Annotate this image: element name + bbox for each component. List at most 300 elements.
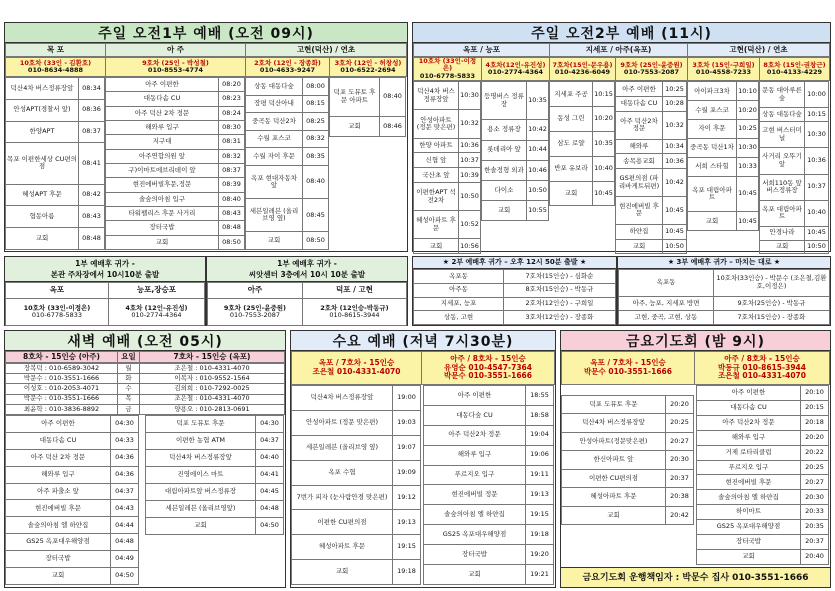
- stop-time: 10:45: [805, 226, 829, 240]
- return-after-first-box-1: [4, 256, 206, 326]
- stop-time: 08:24: [219, 106, 245, 120]
- stop-time: 10:50: [527, 180, 549, 200]
- stop-time: 08:35: [303, 148, 329, 166]
- stop-name: 세븐일레븐 (올리브영 옆): [246, 199, 303, 232]
- return-row: [619, 296, 830, 310]
- bus-info: 3호차 (12인 - 허창성) 010-6522-2694: [330, 58, 407, 77]
- stop-time: 20:15: [801, 400, 829, 415]
- stop-row: [697, 505, 829, 520]
- stop-time: 10:15: [593, 82, 615, 107]
- stop-name: GS편의점 (파리바게트뒤편): [616, 169, 663, 197]
- stop-time: 10:35: [593, 132, 615, 157]
- stop-time: 10:30: [805, 122, 829, 148]
- stop-row: [562, 432, 694, 450]
- stop-row: [760, 200, 829, 226]
- stop-name: 동성 그린: [550, 107, 593, 132]
- stop-name: 덕포 도뮤토 후문: [146, 416, 256, 433]
- stop-row: [697, 475, 829, 490]
- stop-name: 혜성아파트 후문: [414, 211, 459, 239]
- return-area: 아주동: [414, 283, 504, 297]
- stop-list-right: [145, 415, 284, 535]
- stop-row: [414, 82, 481, 110]
- stop-row: [550, 156, 615, 181]
- sunday-first-bus-header: [5, 57, 407, 77]
- stop-name: 푸르지오 입구: [424, 465, 526, 485]
- stop-time: 10:25: [737, 120, 759, 139]
- stop-name: 교회: [106, 235, 219, 249]
- stop-time: 04:41: [256, 467, 284, 484]
- stop-row: [424, 545, 554, 565]
- stop-time: 04:44: [111, 517, 139, 534]
- stop-name: 덕산4차 버스정류장앞: [146, 450, 256, 467]
- stop-row: [482, 140, 549, 160]
- sunday-second-bus-header: [413, 57, 830, 81]
- stop-name: 대동다솜 CU: [106, 92, 219, 106]
- return-bus: 7호차(15인승) - 심화순: [504, 270, 616, 284]
- stop-name: 등명버스 정류장: [482, 82, 527, 120]
- return-area: 상동, 고현: [414, 311, 504, 325]
- stop-row: [6, 99, 105, 121]
- stop-row: [424, 485, 554, 505]
- dawn-title: 새벽 예배 (오전 05시): [5, 331, 285, 351]
- stop-time: 10:32: [459, 110, 481, 138]
- stop-name: 타워펠리스 후문 사거리: [106, 206, 219, 220]
- stop-list-c4: [615, 81, 687, 254]
- stop-name: 수월 포스코: [246, 130, 303, 148]
- stop-name: 거제 로타리클럽: [697, 445, 801, 460]
- stop-row: [697, 415, 829, 430]
- bus-info: 4호차(12인-유진성) 010-2774-4364: [482, 58, 550, 81]
- stop-row: [424, 445, 554, 465]
- stop-time: 10:45: [737, 176, 759, 212]
- stop-name: 교회: [330, 116, 380, 136]
- stop-row: [146, 433, 284, 450]
- weekday: 월: [118, 364, 140, 374]
- area-label: 아주: [208, 283, 303, 299]
- stop-row: [482, 180, 549, 200]
- stop-name: 하이마트: [697, 505, 801, 520]
- stop-name: 해와루 입구: [424, 445, 526, 465]
- stop-list-c5: [687, 81, 759, 231]
- stop-time: 08:48: [79, 228, 105, 250]
- stop-time: 10:15: [805, 108, 829, 122]
- stop-name: 옥포 현대자동차 앞: [246, 166, 303, 199]
- return-row: [619, 270, 830, 297]
- stop-row: [330, 116, 406, 136]
- stop-row: [146, 450, 284, 467]
- bus-info: 3호차 (15인-구희일) 010-4558-7233: [688, 58, 760, 81]
- stop-time: 20:10: [801, 386, 829, 401]
- stop-time: 04:30: [111, 416, 139, 433]
- stop-time: 19:03: [393, 410, 421, 435]
- stop-time: 08:36: [79, 99, 105, 121]
- stop-name: 교회: [616, 239, 663, 254]
- stop-name: 이편한 CU편의점: [562, 469, 666, 487]
- driver-contact: 김외희 : 010-7292-0025: [140, 384, 285, 394]
- weekday: 수: [118, 384, 140, 394]
- stop-time: 19:06: [526, 445, 554, 465]
- stop-row: [292, 510, 421, 535]
- stop-time: 08:30: [219, 120, 245, 134]
- stop-name: 반포 유보라: [550, 156, 593, 181]
- stop-time: 20:37: [666, 469, 694, 487]
- stop-row: [697, 445, 829, 460]
- day-header: 요일: [118, 352, 140, 363]
- stop-time: 18:55: [526, 386, 554, 406]
- stop-row: [760, 226, 829, 240]
- stop-time: 19:04: [526, 425, 554, 445]
- stop-time: 10:25: [663, 82, 687, 97]
- stop-name: 한신아파트 앞: [562, 451, 666, 469]
- stop-row: [106, 135, 245, 149]
- driver-contact: 조은철 : 010-4331-4070: [140, 364, 285, 374]
- stop-name: 아이파크3차: [688, 82, 737, 101]
- stop-list-c1: [413, 81, 481, 254]
- stop-row: [6, 121, 105, 143]
- stop-row: [246, 113, 329, 131]
- stop-row: [106, 235, 245, 249]
- stop-name: GS25 옥포대우해양점: [697, 520, 801, 535]
- stop-name: 옥포 수협: [292, 460, 393, 485]
- stop-time: 10:40: [805, 200, 829, 226]
- area-label: 지세포 / 아주(옥포): [550, 44, 688, 57]
- sunday-first-area-header: [5, 43, 407, 57]
- stop-time: 10:46: [527, 160, 549, 180]
- stop-time: 10:36: [663, 154, 687, 169]
- stop-row: [246, 166, 329, 199]
- stop-name: 해와루 입구: [106, 120, 219, 134]
- wednesday-service-box: [290, 330, 556, 588]
- stop-name: 덕산4차 버스정류장앞: [414, 82, 459, 110]
- stop-row: [6, 483, 139, 500]
- bus-info: 2호차 (12인승-박동규) 010-8615-3944: [302, 299, 406, 326]
- stop-row: [424, 525, 554, 545]
- dawn-service-box: [4, 330, 286, 588]
- return-area: 옥포동: [414, 270, 504, 284]
- stop-row: [562, 396, 694, 414]
- stop-list-c4: [329, 77, 406, 137]
- bus-info: 10호차 (33인 - 김환호) 010-8634-4888: [6, 58, 106, 77]
- stop-name: 서희110동 앞 버스정류장: [760, 174, 805, 200]
- stop-list-c3: [245, 77, 329, 250]
- stop-time: 10:36: [459, 138, 481, 153]
- stop-row: [146, 467, 284, 484]
- stop-name: 해와루 입구: [6, 466, 111, 483]
- stop-name: 삼도 로얄: [550, 132, 593, 157]
- return-title: 1부 예배후 귀가 - 본관 주차장에서 10시10분 출발: [5, 257, 205, 282]
- stop-name: 중곡동 덕산2차: [246, 113, 303, 131]
- stop-list-left: [291, 385, 421, 585]
- stop-row: [616, 169, 687, 197]
- stop-name: 대동다숲 CU: [424, 405, 526, 425]
- stop-row: [146, 484, 284, 501]
- stop-list-left: [5, 415, 139, 585]
- stop-time: 04:45: [256, 484, 284, 501]
- stop-row: [616, 82, 687, 97]
- stop-name: 세븐일레븐 (올리브영앞): [146, 501, 256, 518]
- driver-contact: 박문수 : 010-3551-1666: [6, 374, 118, 384]
- stop-time: 20:37: [801, 535, 829, 550]
- stop-time: 08:34: [79, 78, 105, 100]
- stop-row: [414, 183, 481, 211]
- return-title: ★ 3부 예배후 귀가 – 마치는 대로 ★: [618, 257, 830, 269]
- stop-list-right: [423, 385, 554, 585]
- stop-name: 아주 덕산2차 정문: [697, 415, 801, 430]
- stop-name: 옥포 대림아파트: [760, 200, 805, 226]
- stop-name: 사거리 오뚜기 앞: [760, 148, 805, 174]
- stop-time: 08:23: [219, 92, 245, 106]
- stop-row: [292, 410, 421, 435]
- stop-row: [482, 120, 549, 140]
- return-title: ★ 2부 예배후 귀가 – 오후 12시 50분 출발 ★: [413, 257, 616, 269]
- stop-name: 교회: [550, 181, 593, 206]
- stop-time: 08:39: [219, 178, 245, 192]
- area-label: 목 포: [6, 44, 106, 57]
- stop-name: 대동다솜 CU: [616, 97, 663, 112]
- stop-time: 08:00: [303, 78, 329, 96]
- stop-row: [760, 148, 829, 174]
- stop-row: [688, 101, 759, 120]
- stop-row: [562, 451, 694, 469]
- stop-row: [616, 239, 687, 254]
- stop-row: [482, 160, 549, 180]
- driver-row: [6, 374, 285, 384]
- stop-time: 08:32: [219, 149, 245, 163]
- stop-time: 20:20: [666, 396, 694, 414]
- stop-name: 상동 대동다숲: [246, 78, 303, 96]
- stop-time: 19:15: [526, 505, 554, 525]
- stop-time: 20:38: [666, 488, 694, 506]
- stop-row: [106, 149, 245, 163]
- stop-name: 혜성아파트 후문: [562, 488, 666, 506]
- return-area: 지세포, 능포: [414, 297, 504, 311]
- stop-name: 교회: [482, 201, 527, 221]
- stop-name: 안성아파트 (정문 맞은편): [414, 110, 459, 138]
- stop-row: [6, 432, 139, 449]
- stop-time: 04:36: [111, 449, 139, 466]
- stop-row: [6, 500, 139, 517]
- stop-row: [6, 206, 105, 228]
- stop-name: 아주 이편한: [424, 386, 526, 406]
- stop-row: [6, 143, 105, 184]
- stop-time: 18:58: [526, 405, 554, 425]
- stop-row: [550, 107, 615, 132]
- stop-time: 08:37: [79, 121, 105, 143]
- stop-name: 교회: [424, 565, 526, 585]
- stop-name: 한양APT: [6, 121, 79, 143]
- stop-row: [562, 488, 694, 506]
- stop-name: 고현 버스터미널: [760, 122, 805, 148]
- return-after-first-box-2: [206, 256, 408, 326]
- return-area: 고현, 중곡, 고현, 상동: [619, 310, 714, 324]
- stop-name: 신협 앞: [414, 153, 459, 168]
- stop-row: [146, 416, 284, 433]
- area-label: 덕포 / 고현: [302, 283, 406, 299]
- stop-time: 10:37: [459, 153, 481, 168]
- stop-row: [292, 485, 421, 510]
- stop-name: 교회: [146, 518, 256, 535]
- stop-row: [246, 78, 329, 96]
- stop-row: [292, 535, 421, 560]
- stop-name: 협동아름: [6, 206, 79, 228]
- stop-row: [106, 192, 245, 206]
- stop-time: 20:33: [801, 505, 829, 520]
- stop-time: 08:32: [303, 130, 329, 148]
- stop-time: 04:49: [111, 551, 139, 568]
- stop-row: [697, 386, 829, 401]
- return-row: [414, 297, 616, 311]
- stop-name: GS25 옥포대우해양점: [424, 525, 526, 545]
- driver-row: [6, 364, 285, 374]
- stop-name: 상동 대동다숲: [760, 108, 805, 122]
- stop-row: [562, 469, 694, 487]
- stop-row: [616, 139, 687, 154]
- stop-time: 10:44: [527, 140, 549, 160]
- stop-row: [424, 505, 554, 525]
- stop-time: 08:37: [219, 163, 245, 177]
- sunday-second-service-box: [412, 22, 831, 252]
- stop-time: 10:37: [805, 174, 829, 200]
- stop-row: [482, 82, 549, 120]
- stop-row: [424, 565, 554, 585]
- friday-prayer-box: [560, 330, 831, 588]
- bus-header: 아주 / 8호차 - 15인승 박동규 010-8615-3944 조은철 010-4331-4070: [695, 352, 830, 385]
- stop-name: 혜성APT 후문: [6, 184, 79, 206]
- stop-time: 10:50: [805, 240, 829, 254]
- stop-name: 아주 덕산2차 정문: [424, 425, 526, 445]
- stop-row: [424, 465, 554, 485]
- stop-row: [146, 518, 284, 535]
- stop-name: 솔숲의아침 엘 하얀집: [6, 517, 111, 534]
- stop-row: [246, 130, 329, 148]
- stop-time: 08:25: [303, 113, 329, 131]
- stop-row: [6, 449, 139, 466]
- bus-info: 10호차 (33인-이정은) 010-6778-5833: [414, 58, 482, 81]
- stop-name: 교회: [414, 239, 459, 254]
- bus-header: 8호차 - 15인승 (아주): [6, 352, 118, 363]
- stop-row: [414, 153, 481, 168]
- area-label: 고현(덕산) / 연초: [246, 44, 407, 57]
- wednesday-title: 수요 예배 (저녁 7시30분): [291, 331, 555, 351]
- sunday-second-title: 주일 오전2부 예배 (11시): [413, 23, 830, 43]
- sunday-first-service-box: [4, 22, 408, 252]
- stop-row: [106, 178, 245, 192]
- stop-row: [6, 534, 139, 551]
- stop-name: 한솔정형 외과: [482, 160, 527, 180]
- stop-name: 안경나라: [760, 226, 805, 240]
- stop-list-c2: [105, 77, 245, 250]
- stop-name: 현진에버빌 정문: [424, 485, 526, 505]
- stop-time: 04:50: [111, 568, 139, 585]
- stop-time: 10:30: [459, 82, 481, 110]
- bus-info: 9호차 (25인-윤중원) 010-7553-2087: [208, 299, 303, 326]
- return-bus: 10호차(33인승) - 박문수 (조은철,김환호,이정은): [714, 270, 830, 297]
- stop-name: GS25 옥포대우해양점: [6, 534, 111, 551]
- stop-time: 10:36: [805, 148, 829, 174]
- stop-name: 장터국밥: [6, 551, 111, 568]
- stop-name: 아주 이편한: [697, 386, 801, 401]
- stop-row: [424, 405, 554, 425]
- stop-name: 현진에버빌 후문: [6, 500, 111, 517]
- stop-time: 19:13: [393, 510, 421, 535]
- return-after-second-box: [412, 256, 617, 326]
- driver-contact: 조은철 : 010-4331-4070: [140, 394, 285, 404]
- stop-name: 대동다솜 CU: [697, 400, 801, 415]
- stop-name: 덕산4차 버스정류장앞: [562, 414, 666, 432]
- stop-row: [760, 82, 829, 108]
- stop-row: [697, 520, 829, 535]
- friday-footer: 금요기도회 운행책임자 : 박문수 집사 010-3551-1666: [561, 567, 830, 587]
- stop-row: [688, 212, 759, 231]
- stop-time: 19:00: [393, 386, 421, 411]
- bus-info: 10호차 (33인-이정은) 010-6778-5833: [6, 299, 109, 326]
- stop-row: [330, 78, 406, 117]
- stop-row: [760, 108, 829, 122]
- stop-name: 솔숲의아침 입구: [106, 192, 219, 206]
- stop-name: 교회: [688, 212, 737, 231]
- stop-row: [697, 549, 829, 564]
- stop-time: 10:42: [527, 120, 549, 140]
- stop-row: [6, 228, 105, 250]
- return-area: 옥포동: [619, 270, 714, 297]
- stop-time: 08:43: [79, 206, 105, 228]
- bus-info: 2호차 (12인 - 장종화) 010-4633-9247: [246, 58, 330, 77]
- stop-name: 아주 덕산 2차 정문: [6, 449, 111, 466]
- stop-name: 아주 이편한: [616, 82, 663, 97]
- stop-time: 19:07: [393, 435, 421, 460]
- stop-row: [424, 386, 554, 406]
- stop-name: 교회: [760, 240, 805, 254]
- stop-row: [424, 425, 554, 445]
- stop-time: 19:18: [526, 525, 554, 545]
- stop-name: 장터국밥: [106, 221, 219, 235]
- area-label: 아 주: [106, 44, 246, 57]
- stop-name: 국산초 앞: [414, 168, 459, 183]
- driver-row: [6, 404, 285, 414]
- stop-time: 04:40: [256, 450, 284, 467]
- stop-row: [414, 239, 481, 254]
- weekday: 목: [118, 394, 140, 404]
- stop-name: 아주연합의원 앞: [106, 149, 219, 163]
- return-row: [619, 310, 830, 324]
- stop-name: 교회: [292, 560, 393, 585]
- return-bus: 2호차(12인승) - 구희일: [504, 297, 616, 311]
- return-bus: 8호차(15인승) - 박동규: [504, 283, 616, 297]
- stop-time: 08:41: [79, 143, 105, 184]
- stop-name: 용소 정류장: [482, 120, 527, 140]
- area-label: 고현(덕산) / 연초: [688, 44, 830, 57]
- stop-name: 구)이마트에브리데이 앞: [106, 163, 219, 177]
- stop-time: 08:40: [303, 166, 329, 199]
- return-area: 아주, 능포, 지세포 방면: [619, 296, 714, 310]
- stop-time: 20:18: [801, 415, 829, 430]
- stop-row: [106, 221, 245, 235]
- stop-name: 교회: [246, 232, 303, 250]
- stop-time: 20:35: [801, 520, 829, 535]
- stop-time: 10:00: [805, 82, 829, 108]
- sunday-first-title: 주일 오전1부 예배 (오전 09시): [5, 23, 407, 43]
- bus-info: 4호차 (12인-유진성) 010-2774-4364: [108, 299, 204, 326]
- stop-time: 19:18: [393, 560, 421, 585]
- stop-name: 이편한APT 석전2차: [414, 183, 459, 211]
- stop-row: [6, 416, 139, 433]
- stop-time: 10:42: [663, 169, 687, 197]
- driver-row: [6, 384, 285, 394]
- driver-contact: 장복덕 : 010-6589-3042: [6, 364, 118, 374]
- stop-time: 19:11: [526, 465, 554, 485]
- stop-time: 10:32: [663, 111, 687, 139]
- stop-time: 10:55: [527, 201, 549, 221]
